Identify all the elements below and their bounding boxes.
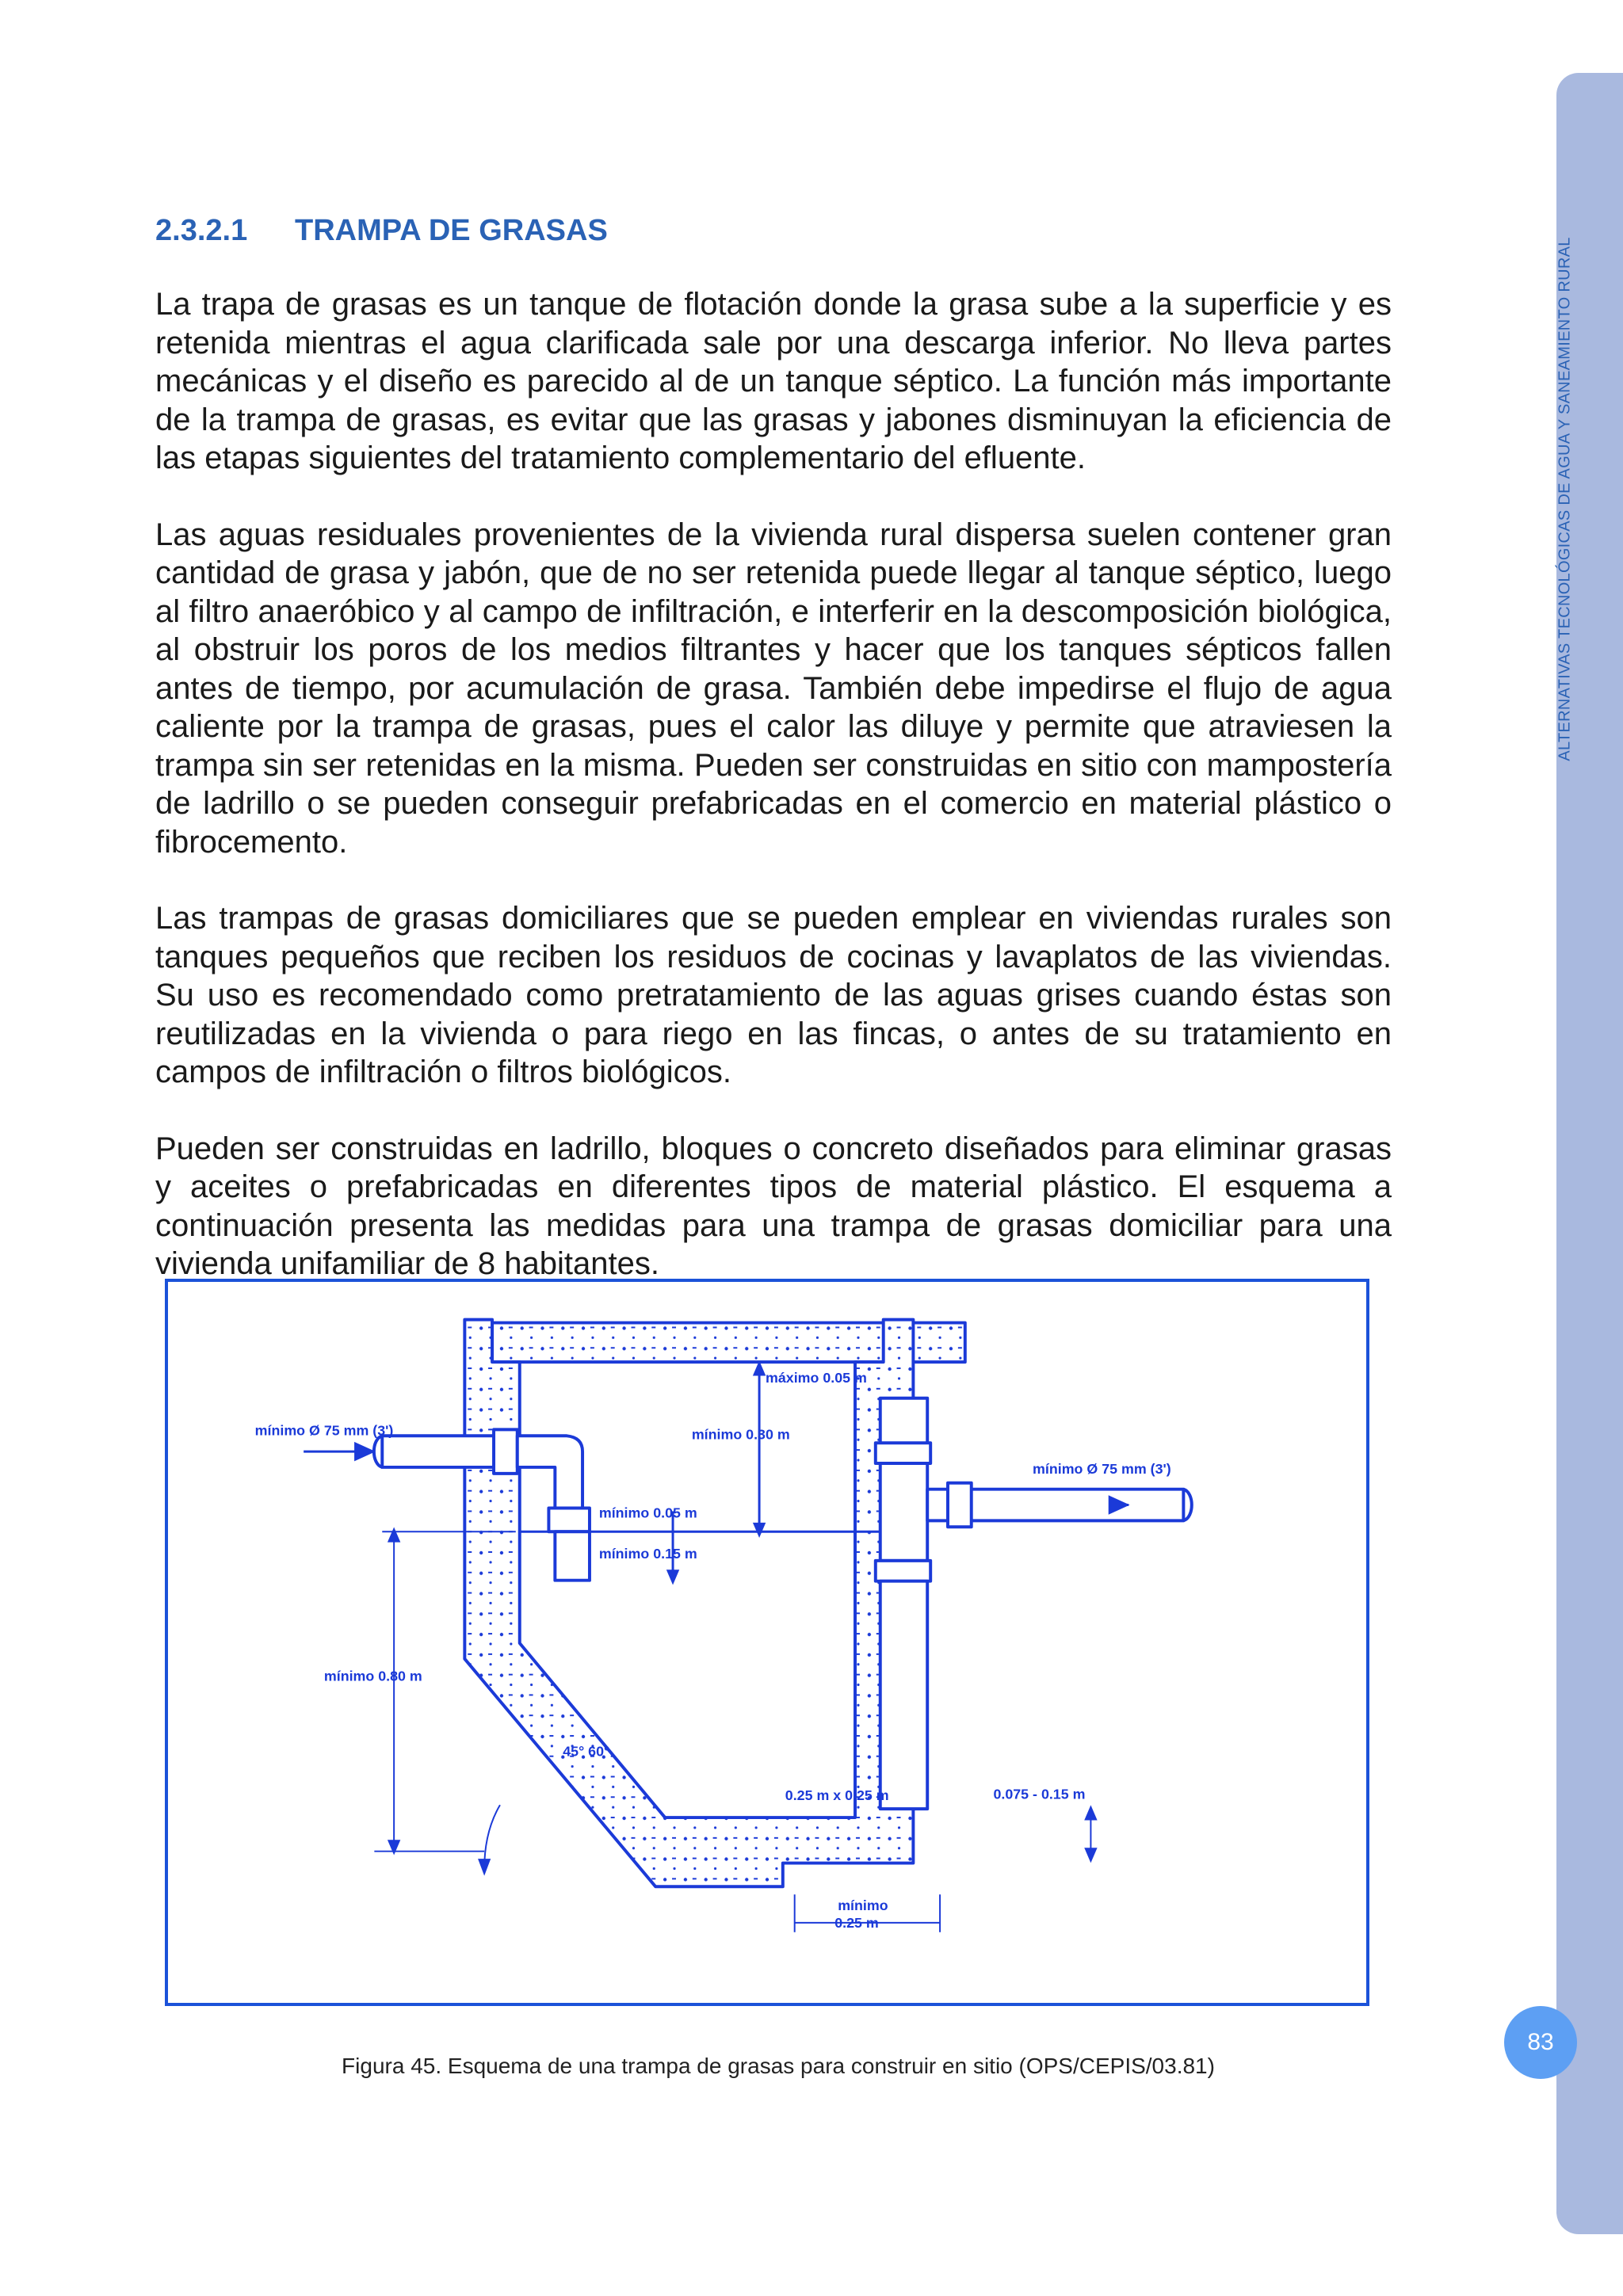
label-min-015: mínimo 0.15 m bbox=[598, 1545, 697, 1562]
outlet-riser bbox=[880, 1463, 927, 1561]
label-angle: 45° 60° bbox=[563, 1743, 610, 1760]
label-min-bottom-1: mínimo bbox=[838, 1897, 888, 1914]
figure-caption: Figura 45. Esquema de una trampa de grasas para construir en sitio (OPS/CEPIS/03.81) bbox=[342, 2054, 1215, 2078]
paragraph-4: Pueden ser construidas en ladrillo, bloques o concreto diseñados para eliminar grasas y aceites o prefabricadas en diferentes tipos de material plástico. El esquema a continuación presenta las medidas para una trampa de grasas domiciliar para una vivienda unifamiliar de 8 habitantes. bbox=[155, 1131, 1392, 1281]
inlet-tee bbox=[517, 1436, 582, 1509]
section-title: TRAMPA DE GRASAS bbox=[295, 214, 608, 247]
outlet-riser-top bbox=[880, 1398, 927, 1445]
inlet-drop bbox=[555, 1531, 590, 1580]
diagram-svg bbox=[168, 1282, 1366, 2003]
label-range: 0.075 - 0.15 m bbox=[993, 1786, 1086, 1802]
inlet-arrow-icon bbox=[356, 1444, 373, 1459]
outlet-riser-bottom bbox=[880, 1581, 927, 1809]
paragraph-3: Las trampas de grasas domiciliares que se pueden emplear en viviendas rurales son tanques pequeños que reciben los residuos de cocinas y lavaplatos de las viviendas. Su uso es recomendado como pretratamiento de las aguas grises cuando éstas son reutilizadas en la vivienda o para riego en las fincas, o antes de su tratamiento en campos de infiltración o filtros biológicos. bbox=[155, 901, 1392, 1089]
label-min-bottom-2: 0.25 m bbox=[834, 1914, 879, 1931]
label-section: 0.25 m x 0.25 m bbox=[785, 1787, 889, 1804]
label-min-005: mínimo 0.05 m bbox=[598, 1505, 697, 1521]
label-min-030: mínimo 0.30 m bbox=[691, 1426, 790, 1443]
section-number: 2.3.2.1 bbox=[155, 214, 248, 247]
paragraph-2: Las aguas residuales provenientes de la vivienda rural dispersa suelen contener gran cantidad de grasa y jabón, que de no ser retenida puede llegar al tanque séptico, luego al filtro anaeróbico y al campo de infiltración, e interferir en la descomposición biológica, al obstruir los poros de los medios filtrantes y hacer que los tanques sépticos fallen antes de tiempo, por acumulación de grasa. También debe impedirse el flujo de agua caliente por la trampa de grasas, pues el calor las diluye y permite que atraviesen la trampa sin ser retenidas en la misma. Pueden ser construidas en sitio con mampostería de ladrillo o se pueden conseguir prefabricadas en el comercio en material plástico o fibrocemento. bbox=[155, 517, 1392, 860]
sidebar-title: ALTERNATIVAS TECNOLÓGICAS DE AGUA Y SANEAMIENTO RURAL bbox=[1556, 237, 1574, 761]
section-heading bbox=[155, 214, 608, 248]
tee-coupling bbox=[548, 1508, 590, 1531]
page-number-badge: 83 bbox=[1504, 2006, 1577, 2079]
grease-trap-diagram bbox=[165, 1279, 1369, 2006]
body-text bbox=[155, 285, 1392, 1322]
outlet-coupling bbox=[948, 1483, 972, 1527]
label-outlet: mínimo Ø 75 mm (3') bbox=[1033, 1460, 1171, 1477]
paragraph-1: La trapa de grasas es un tanque de flotación donde la grasa sube a la superficie y es retenida mientras el agua clarificada sale por una descarga inferior. No lleva partes mecánicas y el diseño es parecido al de un tanque séptico. La función más importante de la trampa de grasas, es evitar que las grasas y jabones disminuyan la eficiencia de las etapas siguientes del tratamiento complementario del efluente. bbox=[155, 287, 1392, 475]
label-max-top: máximo 0.05 m bbox=[766, 1369, 867, 1386]
inlet-pipe bbox=[382, 1436, 506, 1467]
label-inlet: mínimo Ø 75 mm (3') bbox=[254, 1422, 394, 1439]
inlet-coupling bbox=[494, 1429, 517, 1474]
label-min-080: mínimo 0.80 m bbox=[323, 1668, 422, 1684]
